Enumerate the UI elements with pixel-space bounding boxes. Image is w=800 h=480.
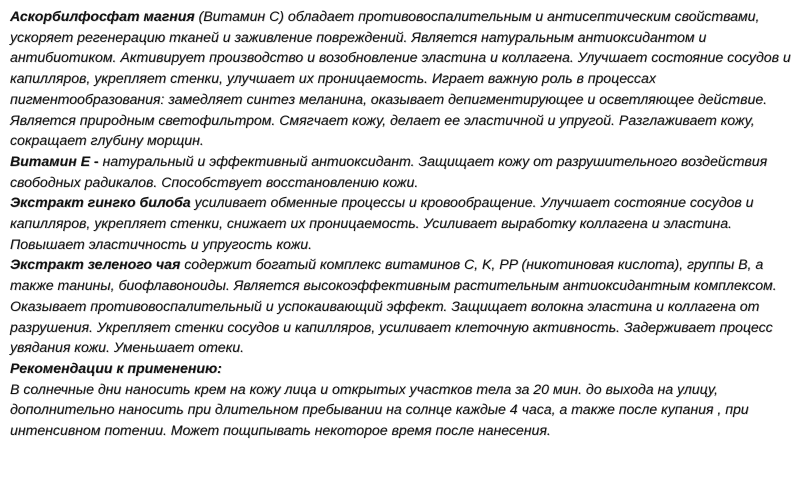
section-text: усиливает обменные процессы и кровообращение. Улучшает состояние сосудов и капилляров, укрепляет стенки, снижает их проницаемость. Усиливает выработку коллагена и эластина. Повышает эластичность и упругость кожи. (10, 194, 754, 252)
section-ginkgo-extract (10, 192, 794, 254)
section-term: Аскорбилфосфат магния (10, 8, 195, 24)
section-term: Экстракт гингко билоба (10, 194, 191, 211)
section-text: (Витамин С) обладает противовоспалительным и антисептическим свойствами, ускоряет регенерацию тканей и заживление повреждений. Является натуральным антиоксидантом и антибиотиком. Активирует производство и возобновление эластина и коллагена. Улучшает состояние сосудов и капилляров, укрепляет стенки, улучшает их проницаемость. Играет важную роль в процессах пигментообразования: замедляет синтез меланина, оказывает депигментирующее и осветляющее действие. Является природным светофильтром. Смягчает кожу, делает ее эластичной и упругой. Разглаживает кожу, сокращает глубину морщин. (10, 8, 791, 149)
section-term: Витамин Е - (10, 152, 99, 169)
section-text: натуральный и эффективный антиоксидант. Защищает кожу от разрушительного воздействия свободных радикалов. Способствует восстановлению кожи. (10, 152, 768, 190)
usage-text: В солнечные дни наносить крем на кожу лица и открытых участков тела за 20 мин. до выхода на улицу, дополнительно наносить при длительном пребывании на солнце каждые 4 часа, а также после купания , при интенсивном потении. Может пощипывать некоторое время после нанесения. (10, 380, 749, 439)
section-vitamin-e (10, 151, 794, 192)
section-ascorbyl-phosphate (10, 6, 794, 151)
usage-heading: Рекомендации к применению: (10, 359, 222, 376)
section-term: Экстракт зеленого чая (10, 256, 181, 273)
section-text: содержит богатый комплекс витаминов С, K, PP (никотиновая кислота), группы В, а также танины, биофлавоноиды. Является высокоэффективным растительным антиоксидантным комплексом. Оказывает противовоспалительный и успокаивающий эффект. Защищает волокна эластина и коллагена от разрушения. Укрепляет стенки сосудов и капилляров, усиливает клеточную активность. Задерживает процесс увядания кожи. Уменьшает отеки. (10, 256, 777, 356)
section-green-tea-extract (10, 254, 794, 358)
